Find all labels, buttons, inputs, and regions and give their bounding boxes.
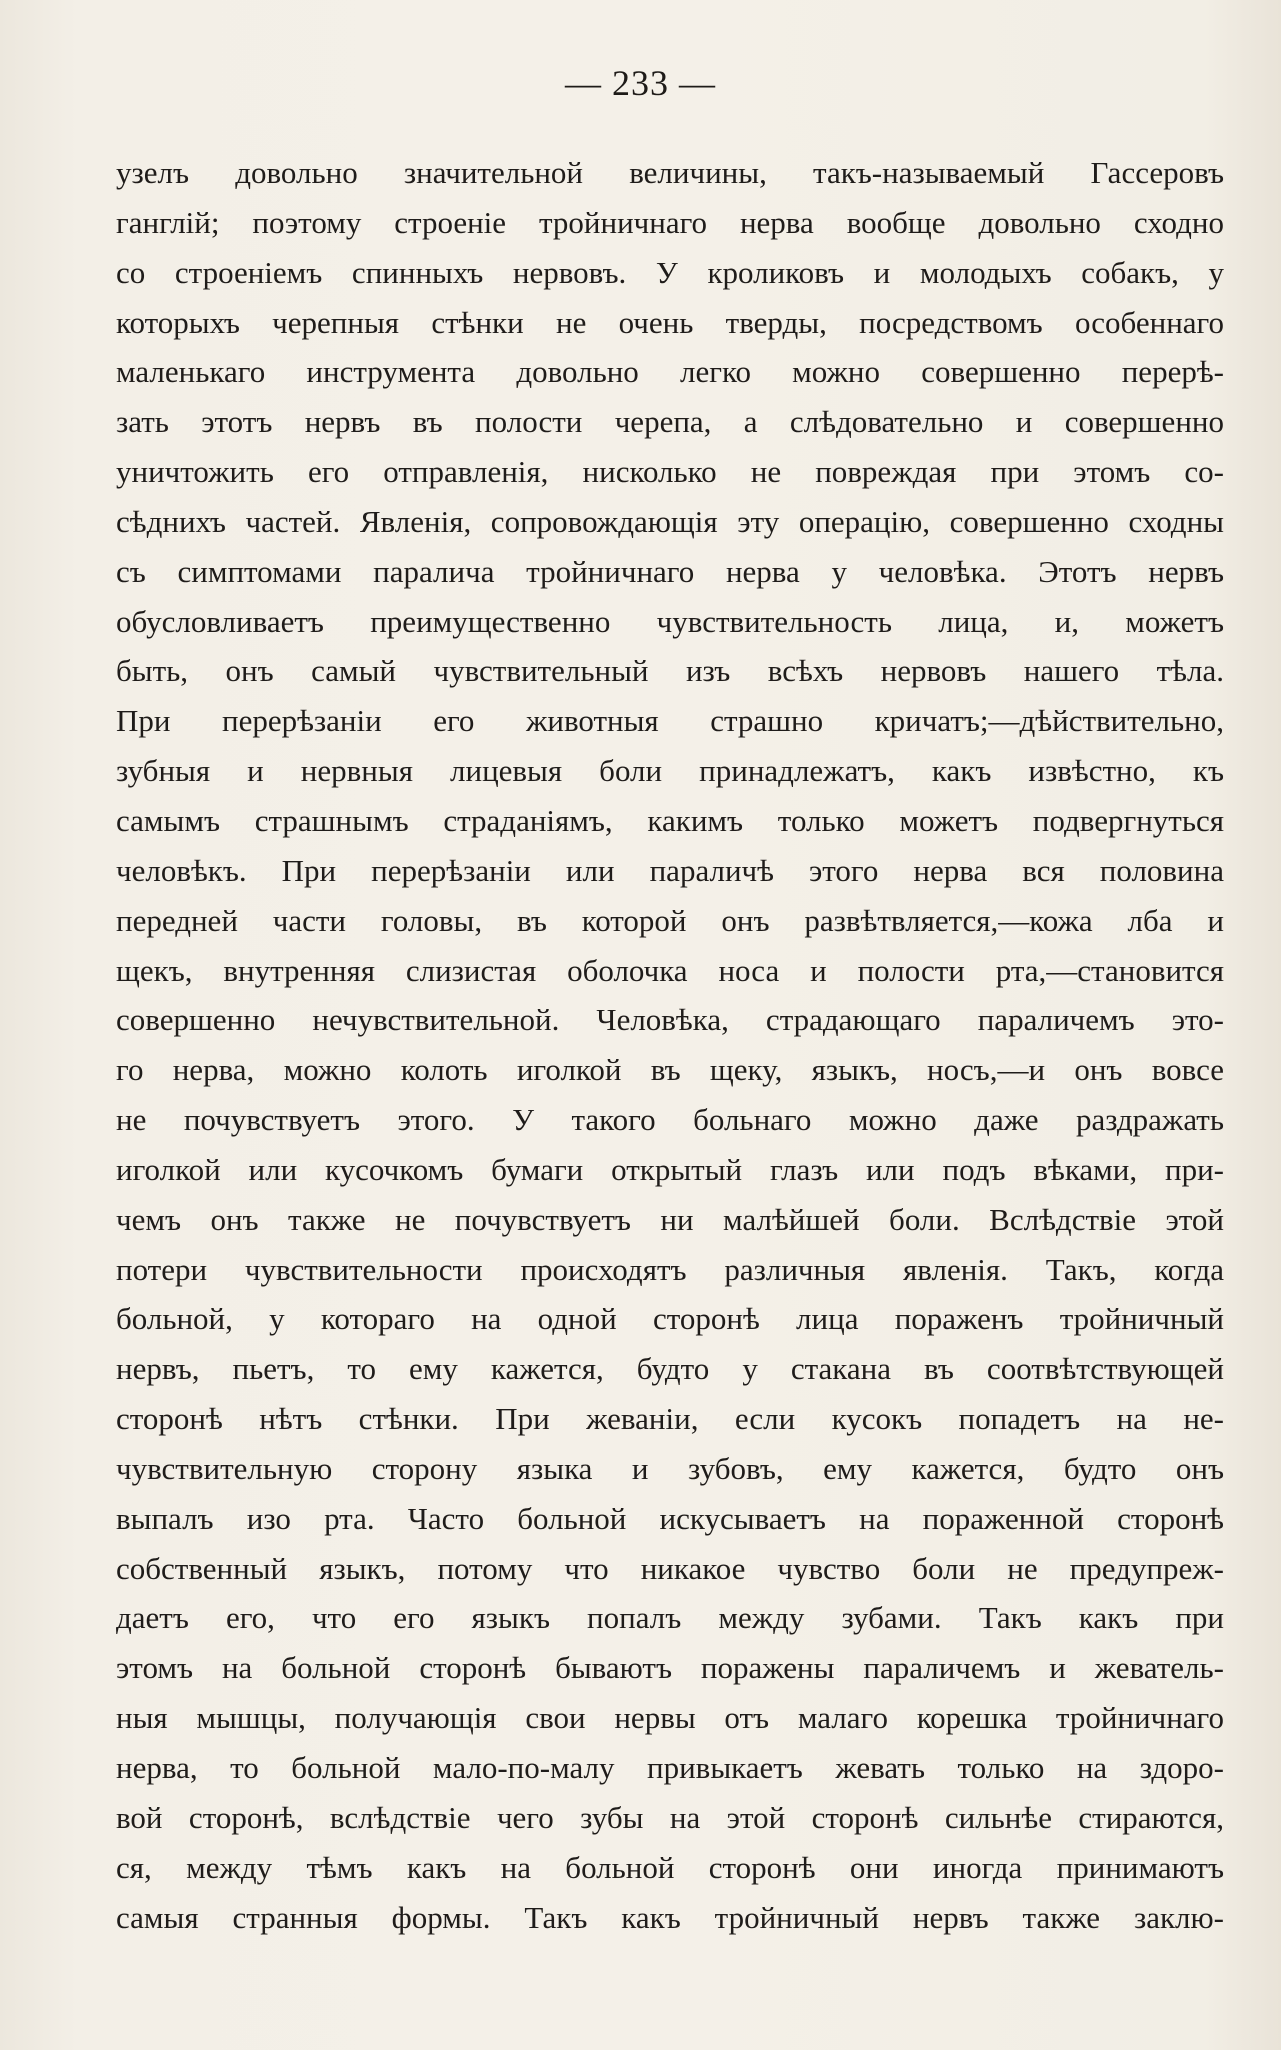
text-line: ганглій; поэтому строеніе тройничнаго нерва вообще довольно сходно: [116, 204, 1224, 240]
text-line: самымъ страшнымъ страданіямъ, какимъ только можетъ подвергнуться: [116, 802, 1224, 838]
page-number: — 233 —: [565, 63, 716, 103]
text-line: маленькаго инструмента довольно легко можно совершенно перерѣ-: [116, 354, 1224, 390]
text-line: сѣднихъ частей. Явленія, сопровождающія эту операцію, совершенно сходны: [116, 503, 1224, 539]
text-line: зубныя и нервныя лицевыя боли принадлежатъ, какъ извѣстно, къ: [116, 753, 1224, 789]
text-line: обусловливаетъ преимущественно чувствительность лица, и, можетъ: [116, 603, 1224, 639]
text-line: зать этотъ нервъ въ полости черепа, а слѣдовательно и совершенно: [116, 404, 1224, 440]
text-line: ся, между тѣмъ какъ на больной сторонѣ они иногда принимаютъ: [116, 1849, 1224, 1885]
text-line: не почувствуетъ этого. У такого больнаго можно даже раздражать: [116, 1102, 1224, 1138]
text-line: совершенно нечувствительной. Человѣка, страдающаго параличемъ это-: [116, 1002, 1224, 1038]
text-line: которыхъ черепныя стѣнки не очень тверды, посредствомъ особеннаго: [116, 304, 1224, 340]
text-line: вой сторонѣ, вслѣдствіе чего зубы на этой сторонѣ сильнѣе стираются,: [116, 1799, 1224, 1835]
text-line: чувствительную сторону языка и зубовъ, ему кажется, будто онъ: [116, 1450, 1224, 1486]
text-line: собственный языкъ, потому что никакое чувство боли не предупреж-: [116, 1550, 1224, 1586]
text-line: самыя странныя формы. Такъ какъ тройничный нервъ также заклю-: [116, 1899, 1224, 1935]
text-line: нерва, то больной мало-по-малу привыкаетъ жевать только на здоро-: [116, 1750, 1224, 1785]
text-line: передней части головы, въ которой онъ развѣтвляется,—кожа лба и: [116, 902, 1224, 938]
body-text: [116, 148, 1224, 1942]
text-line: При перерѣзаніи его животныя страшно кричатъ;—дѣйствительно,: [116, 703, 1224, 739]
text-line: уничтожить его отправленія, нисколько не повреждая при этомъ со-: [116, 454, 1224, 490]
text-line: выпалъ изо рта. Часто больной искусываетъ на пораженной сторонѣ: [116, 1500, 1224, 1536]
text-line: го нерва, можно колоть иголкой въ щеку, языкъ, носъ,—и онъ вовсе: [116, 1052, 1224, 1088]
text-line: сторонѣ нѣтъ стѣнки. При жеваніи, если кусокъ попадетъ на не-: [116, 1401, 1224, 1437]
text-line: чемъ онъ также не почувствуетъ ни малѣйшей боли. Вслѣдствіе этой: [116, 1201, 1224, 1237]
text-line: щекъ, внутренняя слизистая оболочка носа и полости рта,—становится: [116, 952, 1224, 988]
text-line: больной, у котораго на одной сторонѣ лица пораженъ тройничный: [116, 1301, 1224, 1337]
text-line: нервъ, пьетъ, то ему кажется, будто у стакана въ соотвѣтствующей: [116, 1351, 1224, 1387]
text-line: потери чувствительности происходятъ различныя явленія. Такъ, когда: [116, 1251, 1224, 1287]
text-line: со строеніемъ спинныхъ нервовъ. У кроликовъ и молодыхъ собакъ, у: [116, 254, 1224, 290]
text-line: человѣкъ. При перерѣзаніи или параличѣ этого нерва вся половина: [116, 852, 1224, 888]
text-line: этомъ на больной сторонѣ бываютъ поражены параличемъ и жеватель-: [116, 1650, 1224, 1686]
text-line: узелъ довольно значительной величины, такъ-называемый Гассеровъ: [116, 155, 1224, 190]
text-line: даетъ его, что его языкъ попалъ между зубами. Такъ какъ при: [116, 1600, 1224, 1636]
text-line: быть, онъ самый чувствительный изъ всѣхъ нервовъ нашего тѣла.: [116, 653, 1224, 689]
text-line: ныя мышцы, получающія свои нервы отъ малаго корешка тройничнаго: [116, 1700, 1224, 1736]
text-line: съ симптомами паралича тройничнаго нерва у человѣка. Этотъ нервъ: [116, 553, 1224, 589]
text-line: иголкой или кусочкомъ бумаги открытый глазъ или подъ вѣками, при-: [116, 1151, 1224, 1187]
